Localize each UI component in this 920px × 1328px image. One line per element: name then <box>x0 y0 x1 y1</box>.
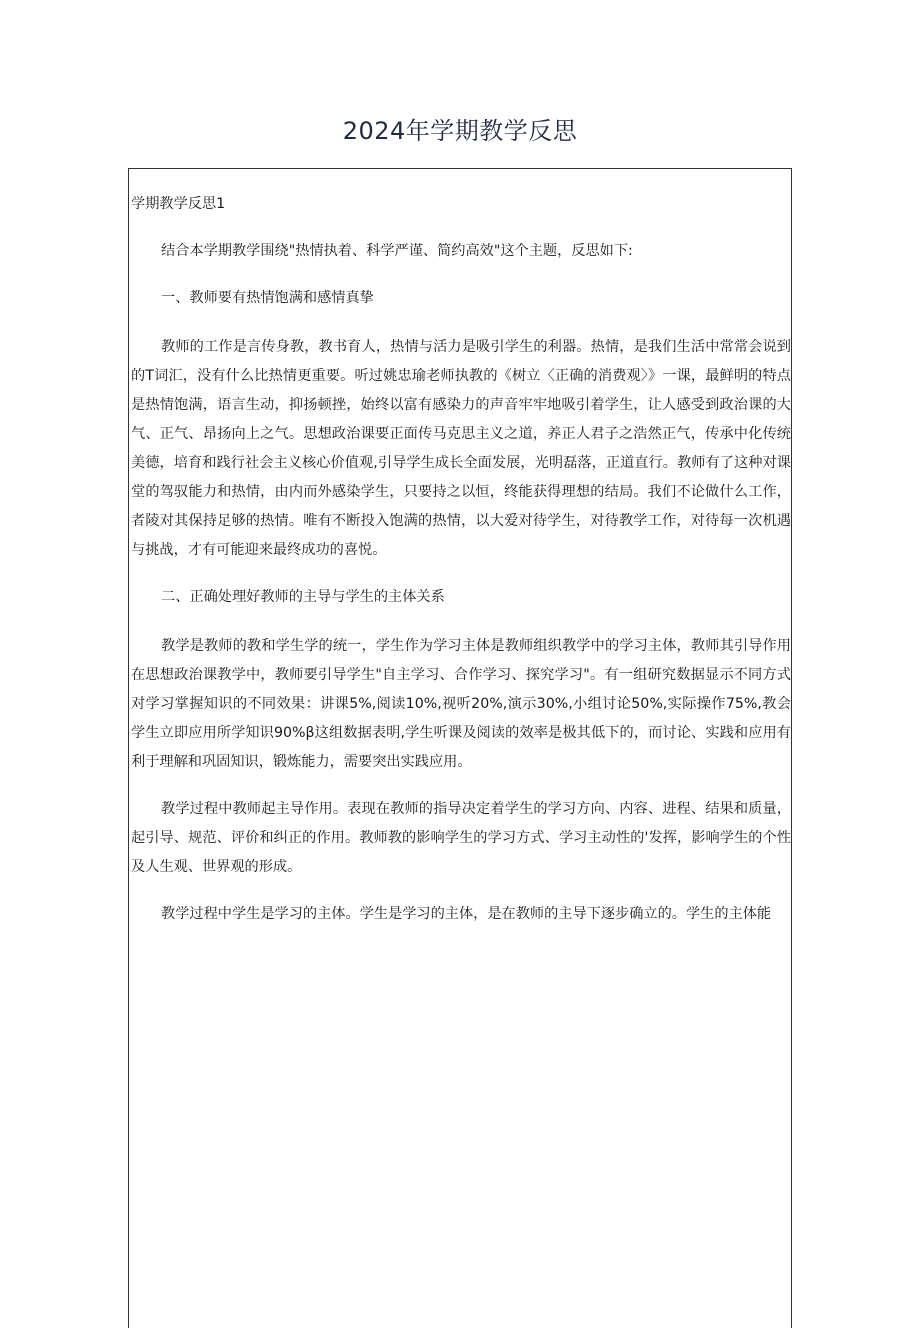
section-label: 学期教学反思1 <box>131 196 226 212</box>
section-heading-1: 一、教师要有热情饱满和感情真挚 <box>161 290 374 306</box>
section-heading-2: 二、正确处理好教师的主导与学生的主体关系 <box>161 589 445 605</box>
paragraph-passion: 教师的工作是言传身教，教书育人，热情与活力是吸引学生的利器。热情，是我们生活中常常会说到的T词汇，没有什么比热情更重要。听过姚忠瑜老师执教的《树立〈正确的消费观〉》一课，最鲜明的特点是热情饱满，语言生动，抑扬顿挫，始终以富有感染力的声音牢牢地吸引着学生，让人感受到政治课的大气、正气、昂扬向上之气。思想政治课要正面传马克思主义之道，养正人君子之浩然正气，传承中化传统美德，培育和践行社会主义核心价值观,引导学生成长全面发展，光明磊落，正道直行。教师有了这种对课堂的驾驭能力和热情，由内而外感染学生，只要持之以恒，终能获得理想的结局。我们不论做什么工作，者陵对其保持足够的热情。唯有不断投入饱满的热情，以大爱对待学生，对待教学工作，对待每一次机遇与挑战，才有可能迎来最终成功的喜悦。 <box>131 339 791 558</box>
paragraph-teacher-leading: 教学过程中教师起主导作用。表现在教师的指导决定着学生的学习方向、内容、进程、结果和质量，起引导、规范、评价和纠正的作用。教师教的影响学生的学习方式、学习主动性的'发挥，影响学生的个性及人生观、世界观的形成。 <box>131 801 791 875</box>
paragraph-teaching-unity: 教学是教师的教和学生学的统一，学生作为学习主体是教师组织教学中的学习主体，教师其引导作用在思想政治课教学中，教师要引导学生"自主学习、合作学习、探究学习"。有一组研究数据显示不同方式对学习掌握知识的不同效果：讲课5%,阅读10%,视听20%,演示30%,小组讨论50%,实际操作75%,教会学生立即应用所学知识90%β这组数据表明,学生听课及阅读的效率是极其低下的，而讨论、实践和应用有利于理解和巩固知识，锻炼能力，需要突出实践应用。 <box>131 638 791 770</box>
document-body <box>131 190 791 947</box>
document-title: 2024年学期教学反思 <box>342 117 578 145</box>
intro-paragraph: 结合本学期教学围绕"热情执着、科学严谨、简约高效"这个主题，反思如下: <box>161 243 633 259</box>
paragraph-student-subject: 教学过程中学生是学习的主体。学生是学习的主体，是在教师的主导下逐步确立的。学生的主体能 <box>161 906 772 922</box>
